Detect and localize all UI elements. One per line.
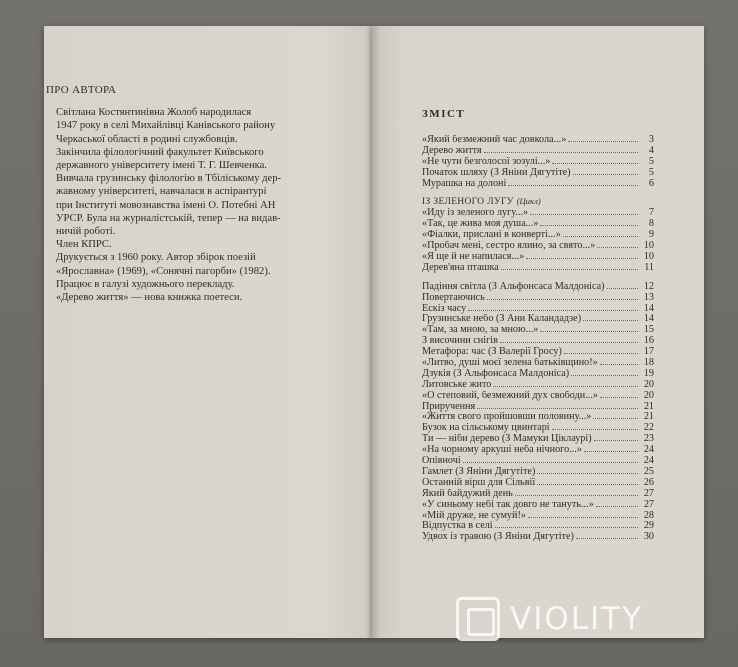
- about-author: [46, 84, 306, 304]
- toc-entry-title: Останній вірш для Сільвії: [422, 477, 536, 488]
- toc-entry: [422, 444, 654, 455]
- toc-entry-page: 16: [643, 335, 654, 347]
- toc-entry: [422, 207, 654, 218]
- toc-entry: [422, 357, 654, 368]
- toc-leader-dots: [596, 499, 638, 507]
- about-line: «Ярославна» (1969), «Сонячні пагорби» (1982).: [56, 265, 271, 277]
- toc-leader-dots: [571, 368, 638, 376]
- toc-entry-page: 4: [648, 144, 654, 156]
- toc-entry-page: 10: [643, 251, 654, 263]
- toc-entry-title: «Я ще й не напилася...»: [422, 252, 525, 263]
- toc-entry-title: Опівночі: [422, 456, 461, 467]
- toc-entry-page: 24: [643, 444, 654, 456]
- toc-entry-page: 25: [643, 465, 654, 477]
- toc-entry-page: 14: [643, 302, 654, 314]
- toc-gap: [422, 188, 654, 196]
- toc-entry-page: 9: [648, 229, 654, 241]
- toc-entry-title: Повертаючись: [422, 292, 485, 303]
- toc-entry-title: «О степовий, безмежний дух свободи...»: [422, 390, 598, 401]
- book-gutter: [366, 26, 380, 638]
- toc-entry-page: 30: [643, 531, 654, 543]
- toc-entry-title: «Мій друже, не сумуй!»: [422, 510, 526, 521]
- toc-entry: [422, 531, 654, 542]
- toc-entry-page: 27: [643, 498, 654, 510]
- toc-entry: [422, 466, 654, 477]
- toc-entry-page: 7: [648, 207, 654, 219]
- about-line: Працює в галузі художнього перекладу.: [56, 278, 235, 290]
- about-line: при Інституті мовознавства імені О. Потебні АН: [56, 199, 276, 211]
- about-line: Вивчала грузинську філологію в Тбіліському дер-: [56, 173, 282, 185]
- toc-leader-dots: [487, 292, 638, 300]
- about-paragraph: [46, 251, 306, 291]
- toc-entry-title: Відпустка в селі: [422, 521, 493, 532]
- toc-leader-dots: [515, 488, 638, 496]
- toc-leader-dots: [477, 401, 638, 409]
- toc-group: [422, 134, 654, 188]
- toc-entry: [422, 156, 654, 167]
- toc-entry: [422, 178, 654, 189]
- toc-entry: [422, 292, 654, 303]
- toc-entry: [422, 240, 654, 251]
- toc-entry-page: 19: [643, 367, 654, 379]
- toc-entry-title: Початок шляху (З Яніни Дягутіте): [422, 167, 571, 178]
- toc-entry-title: Гамлет (З Яніни Дягутіте): [422, 466, 536, 477]
- toc-section-note: (Цикл): [516, 196, 541, 207]
- toc-entry-page: 12: [643, 280, 654, 292]
- about-line: УРСР. Була на журналістській, тепер — на видав-: [56, 212, 281, 224]
- about-line: «Дерево життя» — нова книжка поетеси.: [56, 292, 243, 304]
- toc-entry-title: «Так, це жива моя душа...»: [422, 219, 539, 230]
- toc-entry-title: «На чорному аркуші неба нічного...»: [422, 445, 582, 456]
- toc-leader-dots: [600, 390, 638, 398]
- toc-entry: [422, 422, 654, 433]
- toc-entry-title: «Фіалки, прислані в конверті...»: [422, 230, 561, 241]
- toc-entry: [422, 433, 654, 444]
- toc-entry: [422, 324, 654, 335]
- toc-entry: [422, 368, 654, 379]
- toc-entry-page: 28: [643, 509, 654, 521]
- toc-entry-title: Грузинське небо (З Ани Каландадзе): [422, 314, 582, 325]
- about-line: ничій роботі.: [56, 226, 116, 238]
- toc-entry-title: «Литво, душі моєї зелена батьківщино!»: [422, 358, 598, 369]
- toc-entry-page: 29: [643, 520, 654, 532]
- toc-entry: [422, 390, 654, 401]
- toc-leader-dots: [583, 313, 638, 321]
- toc-entry-title: «Який безмежний час довкола...»: [422, 135, 567, 145]
- toc-entry-page: 10: [643, 240, 654, 252]
- toc-leader-dots: [537, 466, 638, 474]
- violity-logo-icon: [456, 597, 500, 641]
- toc-entry-title: Падіння світла (З Альфонсаса Малдоніса): [422, 281, 605, 292]
- toc-gap: [422, 273, 654, 281]
- toc-entry-title: Приручення: [422, 401, 476, 412]
- toc-entry-title: «Пробач мені, сестро ялино, за свято...»: [422, 241, 596, 252]
- toc-leader-dots: [501, 262, 638, 270]
- toc-entry-title: «Йду із зеленого лугу...»: [422, 208, 529, 219]
- toc-entry-title: Бузок на сільському цвинтарі: [422, 423, 550, 434]
- toc-entry-title: Литовське жито: [422, 379, 492, 390]
- table-of-contents: [422, 108, 654, 542]
- toc-entry-page: 3: [648, 134, 654, 145]
- toc-entry: [422, 303, 654, 314]
- toc-entry-page: 22: [643, 422, 654, 434]
- toc-entry-page: 26: [643, 476, 654, 488]
- toc-entry-page: 24: [643, 455, 654, 467]
- toc-leader-dots: [584, 444, 638, 452]
- toc-entry: [422, 262, 654, 273]
- toc-entry: [422, 145, 654, 156]
- toc-entry: [422, 510, 654, 521]
- toc-leader-dots: [600, 357, 638, 365]
- toc-entry: [422, 251, 654, 262]
- toc-leader-dots: [540, 218, 638, 226]
- toc-leader-dots: [495, 520, 638, 528]
- toc-entry: [422, 218, 654, 229]
- toc-entry-page: 14: [643, 313, 654, 325]
- about-line: 1947 року в селі Михайлівці Канівського району: [56, 120, 276, 132]
- toc-entry-page: 17: [643, 346, 654, 358]
- toc-leader-dots: [552, 422, 638, 430]
- toc-leader-dots: [508, 178, 638, 186]
- toc-section-title: [422, 196, 654, 207]
- toc-entry-title: Дерево життя: [422, 145, 482, 156]
- toc-entry-title: Мурашка на долоні: [422, 178, 507, 189]
- toc-entry-title: «Життя свого пройшовши половину...»: [422, 412, 592, 423]
- toc-leader-dots: [573, 167, 638, 175]
- toc-entry-title: Дзукія (З Альфонсаса Малдоніса): [422, 368, 570, 379]
- toc-entry: [422, 346, 654, 357]
- toc-entry-page: 27: [643, 487, 654, 499]
- toc-leader-dots: [594, 433, 638, 441]
- toc-entry-title: «Там, за мною, за мною...»: [422, 325, 539, 336]
- toc-group: [422, 281, 654, 542]
- toc-entry-page: 23: [643, 433, 654, 445]
- toc-leader-dots: [593, 411, 638, 419]
- toc-entry: [422, 134, 654, 145]
- toc-entry-title: «У синьому небі так довго не тануть...»: [422, 499, 594, 510]
- toc-leader-dots: [597, 240, 638, 248]
- about-line: Черкаської області в родині службовців.: [56, 133, 238, 145]
- toc-entry: [422, 281, 654, 292]
- toc-leader-dots: [468, 303, 638, 311]
- toc-entry-page: 21: [643, 400, 654, 412]
- toc-entry: [422, 313, 654, 324]
- toc-entry-page: 20: [643, 389, 654, 401]
- toc-leader-dots: [484, 145, 638, 153]
- toc-entry-page: 13: [643, 291, 654, 303]
- about-line: державного університету імені Т. Г. Шевченка.: [56, 160, 267, 172]
- toc-leader-dots: [463, 455, 638, 463]
- toc-entry-title: «Не чути безголосої зозулі...»: [422, 156, 551, 167]
- toc-leader-dots: [607, 281, 638, 289]
- toc-entry-page: 21: [643, 411, 654, 423]
- toc-entry-title: Ти — ніби дерево (З Мамуки Ціклаурі): [422, 434, 592, 445]
- toc-entry: [422, 455, 654, 466]
- toc-entry: [422, 411, 654, 422]
- toc-leader-dots: [528, 510, 638, 518]
- toc-entry-page: 8: [648, 218, 654, 230]
- toc-leader-dots: [537, 477, 638, 485]
- toc-entry-page: 5: [648, 155, 654, 167]
- toc-entry: [422, 477, 654, 488]
- toc-entry: [422, 499, 654, 510]
- toc-entry: [422, 488, 654, 499]
- toc-leader-dots: [568, 134, 638, 142]
- toc-leader-dots: [552, 156, 638, 164]
- toc-leader-dots: [563, 229, 638, 237]
- about-line: Друкується з 1960 року. Автор збірок поезій: [56, 252, 256, 264]
- about-paragraph: [46, 146, 306, 238]
- toc-entry-title: Дерев'яна пташка: [422, 262, 499, 273]
- about-paragraph: [46, 238, 306, 251]
- about-paragraph: [46, 291, 306, 304]
- toc-entry: [422, 229, 654, 240]
- toc-leader-dots: [526, 251, 638, 259]
- toc-group: [422, 207, 654, 272]
- toc-leader-dots: [576, 531, 638, 539]
- toc-entry-title: З височини снігів: [422, 336, 498, 347]
- about-line: Член КПРС.: [56, 239, 112, 251]
- toc-entry: [422, 335, 654, 346]
- about-paragraph: [46, 106, 306, 146]
- about-line: Закінчила філологічний факультет Київського: [56, 146, 264, 158]
- toc-entry-page: 20: [643, 378, 654, 390]
- toc-entry-page: 18: [643, 357, 654, 369]
- toc-heading: ЗМІСТ: [422, 108, 466, 120]
- toc-entry-title: Метафора: час (З Валерії Гросу): [422, 347, 562, 358]
- toc-entry-page: 11: [644, 261, 654, 273]
- toc-entry: [422, 401, 654, 412]
- toc-leader-dots: [564, 346, 638, 354]
- toc-entry: [422, 520, 654, 531]
- about-heading: ПРО АВТОРА: [46, 84, 117, 96]
- toc-leader-dots: [500, 335, 638, 343]
- toc-leader-dots: [493, 379, 638, 387]
- toc-entry: [422, 167, 654, 178]
- about-line: жавному університеті, навчалася в аспірантурі: [56, 186, 267, 198]
- watermark-text: VIOLITY: [510, 601, 644, 637]
- toc-entry-title: Удвох із травою (З Яніни Дягутіте): [422, 532, 574, 543]
- toc-entry: [422, 379, 654, 390]
- toc-entry-title: Ескіз часу: [422, 303, 467, 314]
- toc-section-label: ІЗ ЗЕЛЕНОГО ЛУГУ: [422, 197, 514, 208]
- toc-leader-dots: [540, 324, 638, 332]
- toc-leader-dots: [530, 207, 638, 215]
- about-line: Світлана Костянтинівна Жолоб народилася: [56, 107, 252, 119]
- watermark: [456, 597, 726, 643]
- toc-entry-page: 6: [648, 177, 654, 189]
- toc-entry-page: 15: [643, 324, 654, 336]
- toc-entry-title: Який байдужий день: [422, 488, 513, 499]
- toc-entry-page: 5: [648, 166, 654, 178]
